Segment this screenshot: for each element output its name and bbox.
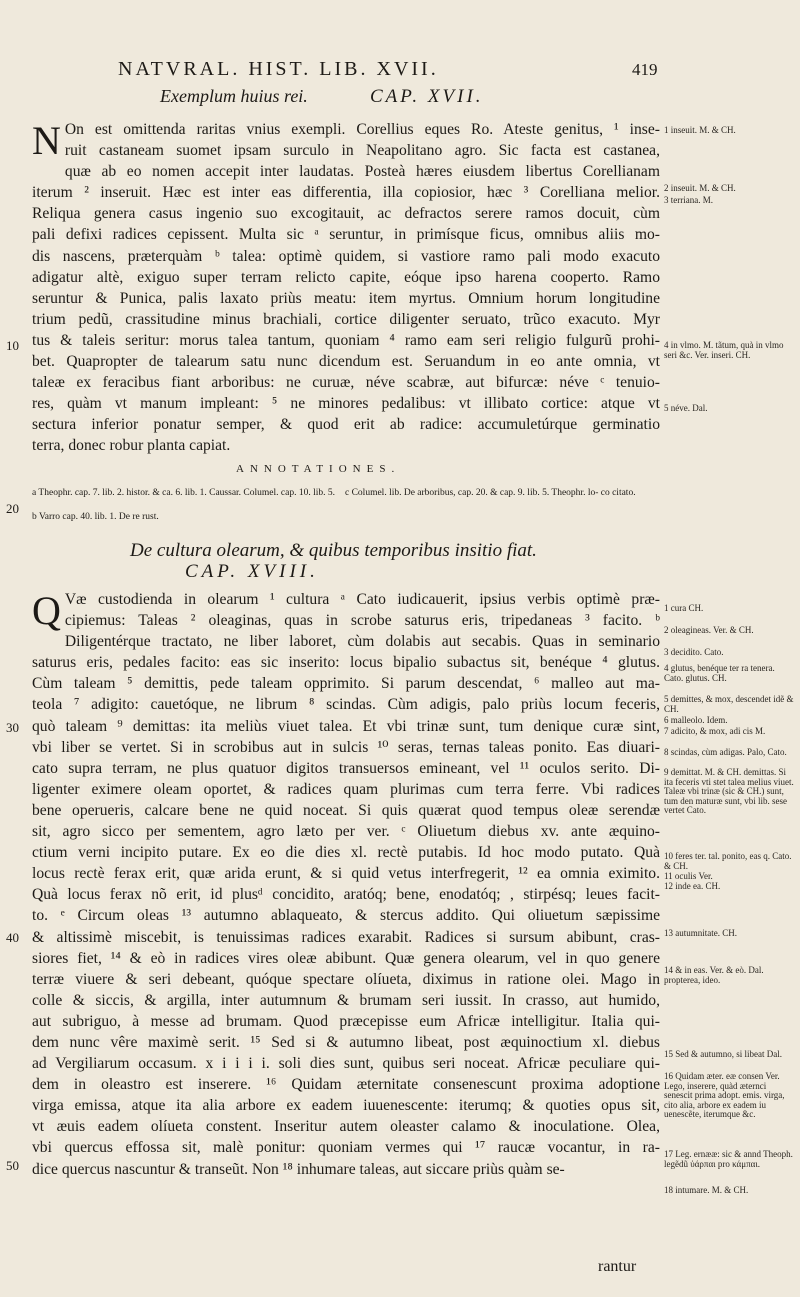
line-number: 20 bbox=[6, 501, 19, 516]
text-line: pali defixi radices cepissent. Multa sic ᵃ seruntur, in primísque ficus, omnibus aliis mo- bbox=[32, 226, 660, 244]
text-line: res, quàm vt manum impleant: ⁵ ne minores pedalibus: vt illibato cortice: atque vt bbox=[32, 395, 660, 413]
text-line: locus rectè ferax erit, quæ arida erunt, & si quid vetus interfregerit, ¹² ea omnia eximito. bbox=[32, 865, 660, 883]
margin-note: 13 autumnitate. CH. bbox=[664, 928, 737, 938]
margin-note: 5 demittes, & mox, descendet idẽ & CH. bbox=[664, 694, 794, 714]
page-number: 419 bbox=[632, 60, 658, 79]
section-title: De cultura olearum, & quibus temporibus insitio fiat. bbox=[130, 540, 537, 561]
text-line: dice quercus nascuntur & transeũt. Non ¹⁸ inhumare taleas, aut siccare priùs quàm se- bbox=[32, 1160, 565, 1178]
text-line: Væ custodienda in olearum ¹ cultura ᵃ Cato iudicauerit, ipsius verbis optimè præ- bbox=[64, 591, 660, 608]
text-line: ligenter eximere oleam oportet, & radices quam plurimas cum terra ferre. Vbi radices bbox=[32, 780, 660, 798]
text-line: cato supra terram, ne plus quatuor digitos transuersos emineant, vel ¹¹ oculos serito. Di- bbox=[32, 759, 660, 777]
margin-note: 16 Quidam æter. eæ consen Ver. Lego, inserere, quàd æternci senescit prima adopt. emis. virga, cito alia, arbore ex eadem iu uenescẽte, iterumque &c. bbox=[664, 1071, 785, 1119]
margin-note: 11 oculis Ver. bbox=[664, 871, 713, 881]
text-line: bene operueris, calcare bene ne quid noceat. Si quis quærat quod tempus oleæ serendæ bbox=[32, 801, 660, 819]
margin-note: 4 glutus, benéque ter ra tenera. Cato. glutus. CH. bbox=[664, 663, 775, 683]
text-line: trium pedũ, crassitudine minus brachiali, cortice diligenter seruato, trũco exacuto. Myr bbox=[32, 310, 660, 328]
text-line: adigatur altè, exiguo super terram relicto capite, eóque ipso harena cooperto. Ramo bbox=[32, 268, 660, 286]
chapter-heading: CAP. XVII. bbox=[370, 86, 484, 107]
margin-note: 15 Sed & autumno, si libeat Dal. bbox=[664, 1049, 782, 1059]
margin-note: 7 adicito, & mox, adi cis M. bbox=[664, 726, 766, 736]
text-line: virga emissa, atque ita alia arbore ex eadem iuuenescente: iterumq; & quoties opus sit, bbox=[32, 1097, 660, 1115]
text-line: dem in oleastro est inserere. ¹⁶ Quidam æternitate consenescunt proxima adoptione bbox=[32, 1076, 660, 1094]
text-line: & altissimè miscebit, is tenuissimas radices exarabit. Radices si sursum abibunt, cras- bbox=[32, 928, 660, 946]
text-line: quò taleam ⁹ demittas: ita meliùs viuet talea. Et vbi trinæ sunt, tum denique curæ sint, bbox=[32, 717, 660, 735]
text-line: ad Vergiliarum occasum. x i i i i. soli dies sunt, quibus seri noceat. Africæ peculiare qui- bbox=[32, 1055, 660, 1073]
margin-note: 5 néve. Dal. bbox=[664, 403, 708, 413]
margin-note: 10 feres ter. tal. ponito, eas q. Cato. & CH. bbox=[664, 851, 792, 871]
drop-capital: Q bbox=[32, 588, 61, 633]
margin-note: 3 decidito. Cato. bbox=[664, 647, 724, 657]
text-line: Cùm taleam ⁵ demittis, pede taleam opprimito. Si parum descendat, ⁶ malleo aut ma- bbox=[32, 675, 660, 693]
line-number: 50 bbox=[6, 1158, 19, 1173]
section-chapter-heading: CAP. XVIII. bbox=[185, 561, 319, 582]
text-line: seruntur & Punica, palis laxato priùs meatu: item myrtus. Omnium horum longitudine bbox=[32, 289, 660, 307]
chapter-subheading: Exemplum huius rei. bbox=[160, 86, 308, 106]
text-line: On est omittenda raritas vnius exempli. Corellius eques Ro. Ateste genitus, ¹ inse- bbox=[64, 121, 660, 138]
margin-note: 4 in vlmo. M. tãtum, quà in vlmo seri &c. Ver. inseri. CH. bbox=[664, 340, 784, 360]
annotation-c: c Columel. lib. De arboribus, cap. 20. & cap. 9. lib. 5. Theophr. lo- co citato. bbox=[345, 488, 636, 498]
running-title: NATVRAL. HIST. LIB. XVII. bbox=[118, 58, 439, 80]
margin-note: 2 oleagineas. Ver. & CH. bbox=[664, 625, 754, 635]
text-line: to. ᵉ Circum oleas ¹³ autumno ablaqueato, & stercus addito. Qui oliuetum sæpissime bbox=[32, 907, 660, 925]
line-number: 40 bbox=[6, 930, 19, 945]
annotation-a: a Theophr. cap. 7. lib. 2. histor. & ca. 6. lib. 1. Caussar. Columel. cap. 10. lib. 5. bbox=[32, 488, 335, 498]
chapter-17-text bbox=[32, 119, 660, 457]
annotation-b: b Varro cap. 40. lib. 1. De re rust. bbox=[32, 512, 159, 522]
margin-note: 1 inseuit. M. & CH. bbox=[664, 125, 736, 135]
margin-note: 14 & in eas. Ver. & eò. Dal. propterea, ideo. bbox=[664, 965, 764, 985]
margin-note: 9 demittat. M. & CH. demittas. Si ita feceris vti stet talea melius viuet. Taleæ vbi trinæ (sic & CH.) sunt, tum den maturæ sunt, vbi lib. sese vertet Cato. bbox=[664, 767, 794, 815]
annotations-heading: ANNOTATIONES. bbox=[236, 463, 401, 475]
margin-note: 3 terriana. M. bbox=[664, 195, 713, 205]
text-line: iterum ² inseruit. Hæc est inter eas differentia, illa copiosior, hæc ³ Corelliana melior. bbox=[32, 184, 660, 202]
margin-note: 8 scindas, cùm adigas. Palo, Cato. bbox=[664, 747, 787, 757]
margin-note: 18 intumare. M. & CH. bbox=[664, 1185, 749, 1195]
margin-note: 12 inde ea. CH. bbox=[664, 881, 721, 891]
chapter-18-text bbox=[32, 589, 660, 1180]
text-line: vt æuis eadem olíueta constent. Inseritur autem oleaster calamo & inoculatione. Olea, bbox=[32, 1118, 660, 1136]
text-line: tus & taleis seritur: morus talea tantum, quoniam ⁴ ramo eam seri religio fulgurũ prohi- bbox=[32, 331, 660, 349]
text-line: taleæ ex feracibus fiant arboribus: ne curuæ, néve scabræ, aut bifurcæ: néve ᶜ tenuio- bbox=[32, 374, 660, 392]
line-number: 10 bbox=[6, 338, 19, 353]
line-number: 30 bbox=[6, 720, 19, 735]
text-line: Reliqua genera casus ingenio suo excogitauit, ac defractos serere ramos docuit, cùm bbox=[32, 205, 660, 223]
text-line: aut subriguo, à messe ad brumam. Quod præcepisse eum Africæ intelligitur. Italia qui- bbox=[32, 1012, 660, 1030]
text-line: bet. Quapropter de talearum satu nunc dicendum est. Seruandum in eo ante omnia, vt bbox=[32, 353, 660, 371]
text-line: ctium verni incipito putare. Ex eo die dies xl. rectè putabis. Id hoc modo putato. Quà bbox=[32, 844, 660, 862]
text-line: terræ viuere & seri debeant, quóque spectare olíueta, diximus in ratione olei. Mago in bbox=[32, 970, 660, 988]
text-line: saturus eris, pedales facito: eas sic inserito: locus bipalio subactus sit, benéque ⁴ glutus. bbox=[32, 654, 660, 672]
text-line: colle & siccis, & argilla, inter autumnum & brumam seri iussit. In crasso, aut humido, bbox=[32, 991, 660, 1009]
margin-note: 17 Leg. ernææ: sic & annd Theoph. legẽdũ ὑάρπαι pro κάμπαι. bbox=[664, 1149, 793, 1169]
margin-note: 6 malleolo. Idem. bbox=[664, 715, 728, 725]
text-line: sit, agro sicco per sementem, agro læto per ver. ᶜ Oliuetum diebus xv. ante æquino- bbox=[32, 823, 660, 841]
catchword: rantur bbox=[598, 1258, 637, 1275]
text-line: vbi liber se vertet. Si in scrobibus aut in sulcis ¹⁰ seras, ternas taleas ponito. Eas diuari- bbox=[32, 738, 660, 756]
text-line: dis nascens, præterquàm ᵇ talea: optimè quidem, si vastiore ramo pali modo exacuto bbox=[32, 247, 660, 265]
text-line: terra, donec robur planta capiat. bbox=[32, 437, 231, 455]
text-line: siores fiet, ¹⁴ & eò in radices vires oleæ abibunt. Quæ genera olearum, vel in quo genere bbox=[32, 949, 660, 967]
text-line: cipiemus: Taleas ² oleaginas, quas in scrobe saturus eris, tripedaneas ³ facito. ᵇ bbox=[64, 612, 660, 630]
margin-note: 1 cura CH. bbox=[664, 603, 704, 613]
drop-capital: N bbox=[32, 118, 61, 163]
margin-note: 2 inseuit. M. & CH. bbox=[664, 183, 736, 193]
text-line: teola ⁷ adigito: cauetóque, ne librum ⁸ scindas. Cùm adigis, palo priùs locum feceris, bbox=[32, 696, 660, 714]
text-line: Diligentérque tractato, ne liber laboret, cùm dolabis aut secabis. Quas in seminario bbox=[64, 633, 660, 651]
text-line: Quà locus ferax nõ erit, id plusᵈ concidito, aratóq; bene, enodatóq; , stirpésq; leues facit- bbox=[32, 886, 660, 904]
text-line: sectura inferior ponatur semper, & quod erit ab radice: accumuletúrque germinatio bbox=[32, 416, 660, 434]
text-line: quæ ab eo nomen accepit inter laudatas. Posteà hæres eiusdem libertus Corellianam bbox=[64, 163, 660, 181]
text-line: dem nunc vêre maximè serit. ¹⁵ Sed si & autumno libeat, post æquinoctium xl. diebus bbox=[32, 1033, 660, 1051]
text-line: ruit castaneam suomet ipsam surculo in Neapolitano agro. Sic facta est castanea, bbox=[64, 142, 660, 160]
text-line: vbi quercus effossa sit, malè ponitur: quoniam vermes qui ¹⁷ raucæ vocantur, in ra- bbox=[32, 1139, 660, 1157]
page-header bbox=[0, 58, 800, 86]
